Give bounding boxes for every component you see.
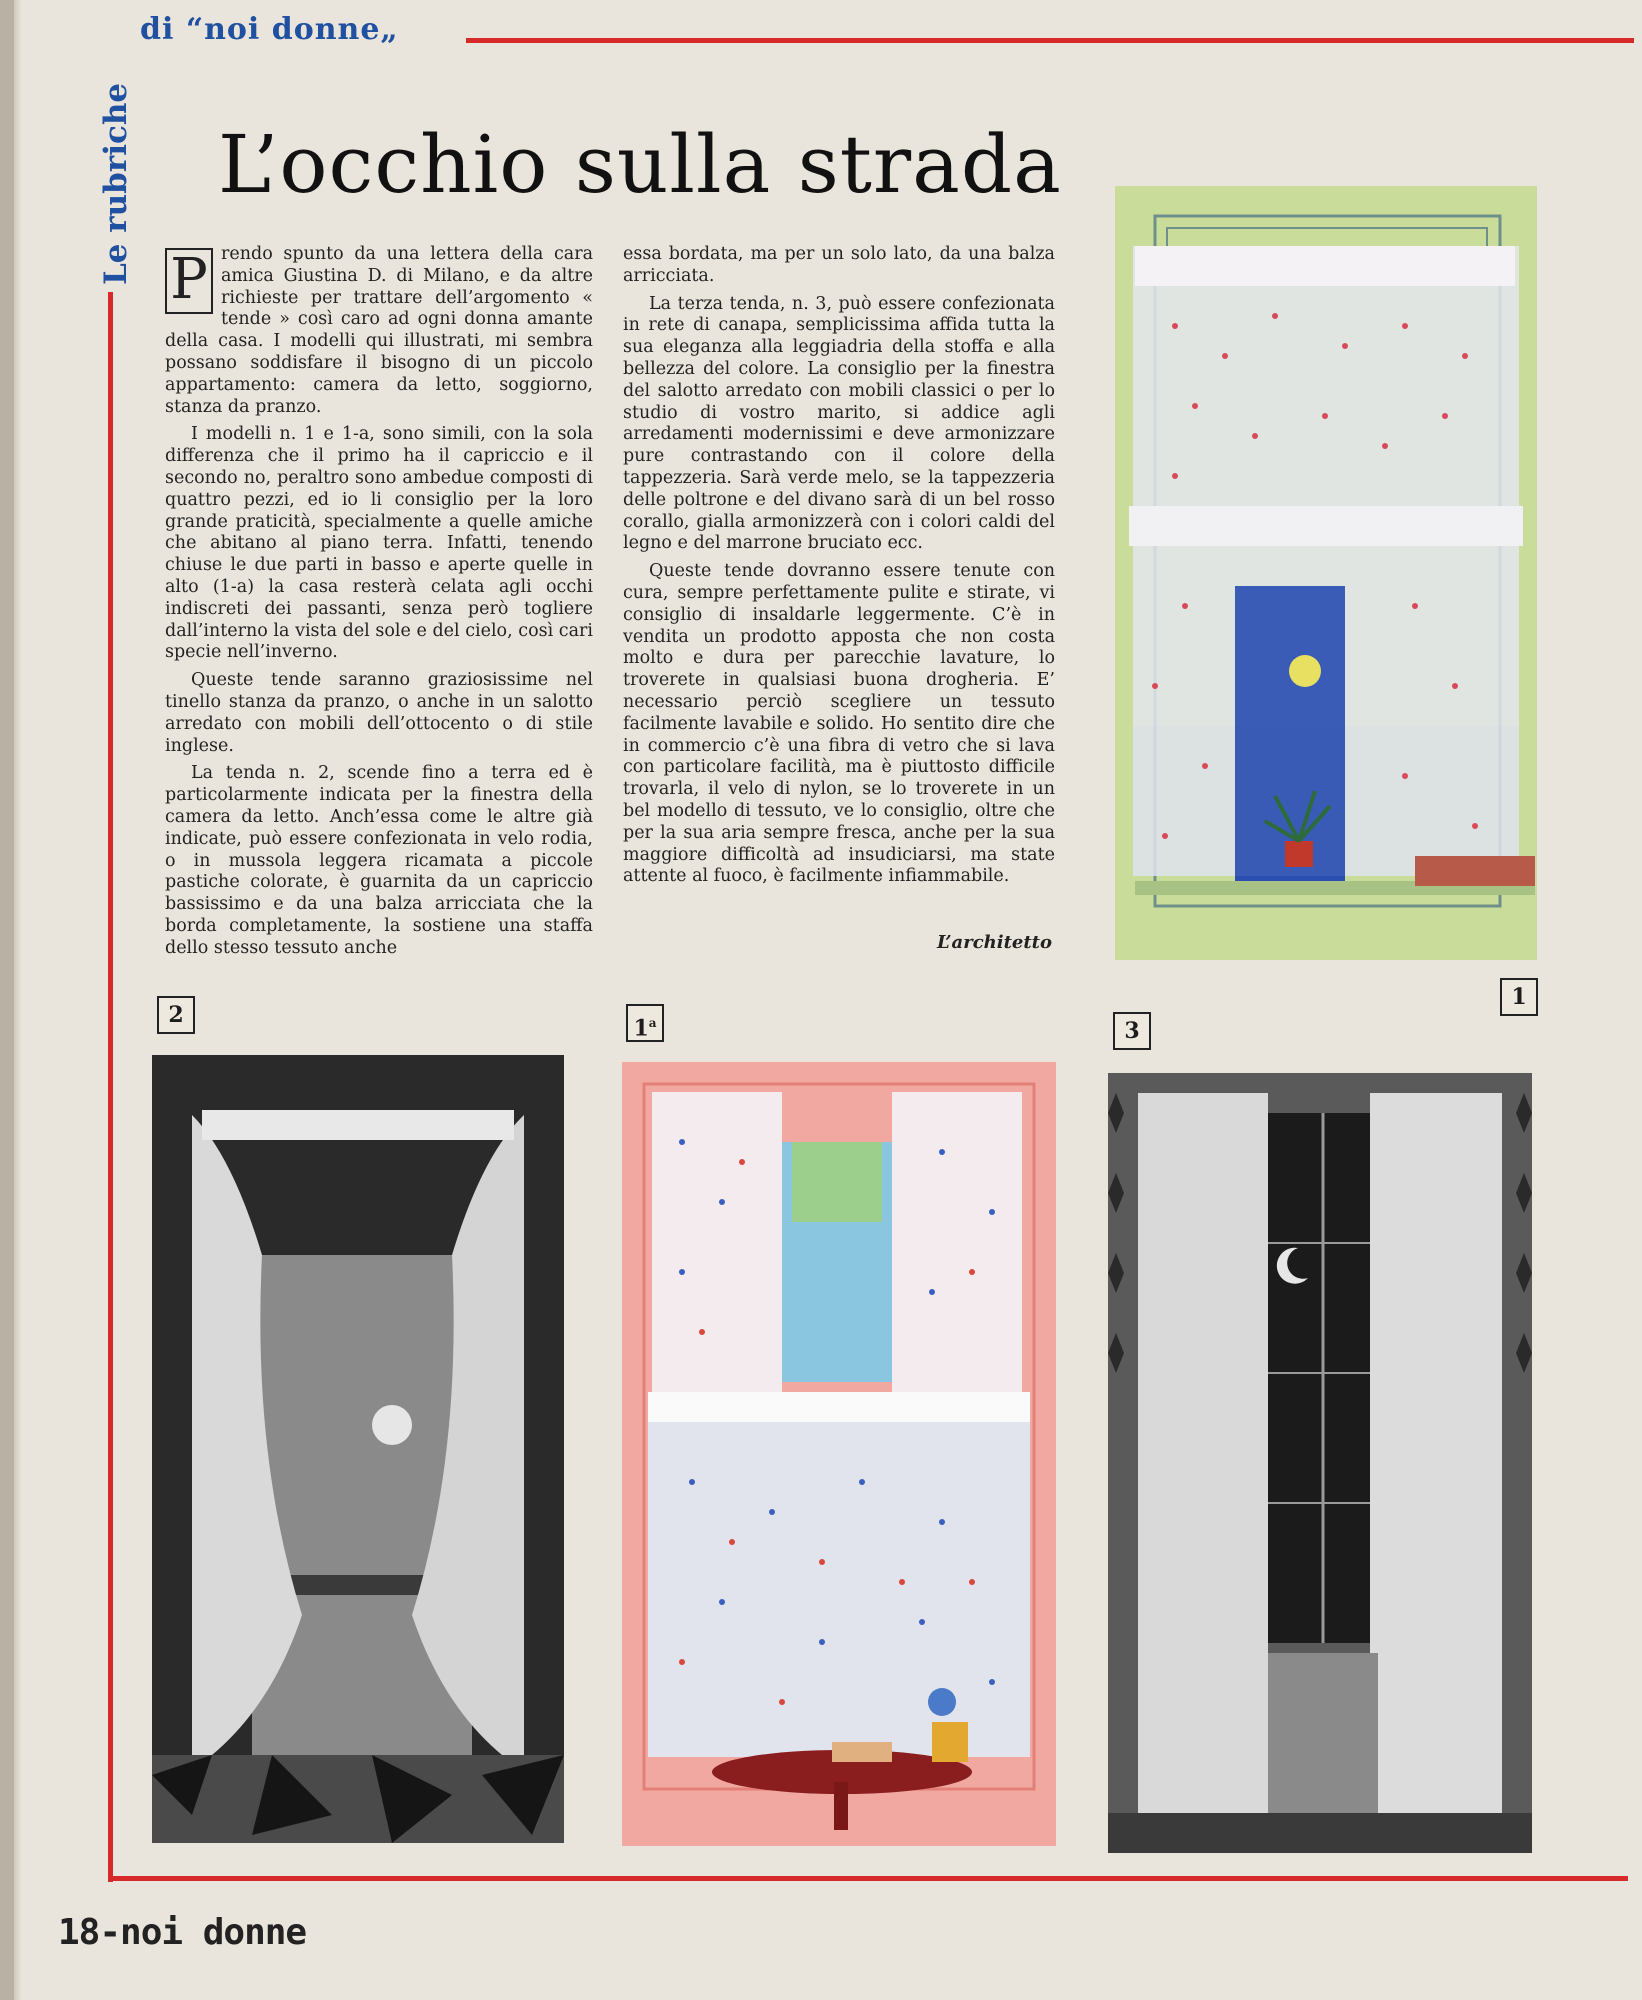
illustration-curtain-3: [1108, 1073, 1532, 1853]
red-rule-left: [108, 292, 113, 1882]
red-rule-top: [466, 38, 1634, 43]
paragraph: essa bordata, ma per un solo lato, da una balza arricciata.: [623, 244, 1055, 286]
paragraph: Queste tende saranno graziosissime nel tinello stanza da pranzo, o anche in un salotto arredato con mobili dell’ottocento o di stile inglese.: [165, 670, 593, 756]
paragraph: La tenda n. 2, scende fino a terra ed è particolarmente indicata per la finestra della camera da letto. Anch’essa come le altre già indicate, può essere confezionata in velo rodia, o in mussola leggera ricamata a piccole pastiche colorate, è guarnita da un capriccio bassissimo e da una balza arricciata che la borda completamente, la sostiene una staffa dello stesso tessuto anche: [165, 763, 593, 958]
illustration-curtain-2: [152, 1055, 564, 1843]
section-heading: di “noi donne„: [140, 12, 399, 47]
binding-spine: [0, 0, 14, 2000]
figure-label-2: 2: [157, 996, 195, 1034]
illustration-curtain-1a: [622, 1062, 1056, 1846]
paragraph: P rendo spunto da una lettera della cara amica Giustina D. di Milano, e da altre richieste per trattare dell’argomento « tende » così caro ad ogni donna amante della casa. I modelli qui illustrati, mi sembra possano soddisfare il bisogno di un piccolo appartamento: camera da letto, soggiorno, stanza da pranzo.: [165, 244, 593, 417]
author-signature: L’architetto: [936, 932, 1052, 953]
paragraph: La terza tenda, n. 3, può essere confezionata in rete di canapa, semplicissima affida tutta la sua eleganza alla leggiadria della stoffa e alla bellezza del colore. La consiglio per la finestra del salotto arredato con mobili classici o per lo studio di vostro marito, si addice agli arredamenti modernissimi e deve armonizzare pure contrastando con il colore della tappezzeria. Sarà verde melo, se la tappezzeria delle poltrone e del divano sarà di un bel rosso corallo, gialla armonizzerà con i colori caldi del legno e del marrone bruciato ecc.: [623, 293, 1055, 554]
paragraph: Queste tende dovranno essere tenute con cura, sempre perfettamente pulite e stirate, vi consiglio di insaldarle leggermente. C’è in vendita un prodotto apposta che non costa molto e dura per parecchie lavature, lo troverete in qualsiasi buona drogheria. E’ necessario perciò scegliere un tessuto facilmente lavabile e solido. Ho sentito dire che in commercio c’è una fibra di vetro che si lava con particolare facilità, ma è piuttosto difficile trovarla, il velo di nylon, se lo troverete in un bel modello di tessuto, ve lo consiglio, oltre che per la sua aria sempre fresca, anche per la sua maggiore difficoltà ad insudiciarsi, ma state attente al fuoco, è facilmente infiammabile.: [623, 561, 1055, 887]
figure-label-3: 3: [1113, 1012, 1151, 1050]
spine-shadow: [14, 0, 22, 2000]
paragraph: I modelli n. 1 e 1-a, sono simili, con la sola differenza che il primo ha il capriccio e il secondo no, peraltro sono ambedue composti di quattro pezzi, ed io li consiglio per la loro grande praticità, specialmente a quelle amiche che abitano al piano terra. Infatti, tenendo chiuse le due parti in basso e aperte quelle in alto (1-a) la casa resterà celata agli occhi indiscreti dei passanti, senza però togliere dall’interno la vista del sole e del cielo, così cari specie nell’inverno.: [165, 424, 593, 663]
figure-label-1a: 1$^a$: [626, 1004, 664, 1042]
red-rule-bottom: [108, 1876, 1628, 1881]
figure-label-1: 1: [1500, 978, 1538, 1016]
article-column-2: [623, 244, 1055, 894]
article-column-1: [165, 244, 593, 966]
rubriche-label: Le rubriche: [98, 82, 134, 285]
illustration-curtain-1: [1115, 186, 1537, 960]
article-title: L’occhio sulla strada: [218, 118, 1062, 211]
page-footer: 18-noi donne: [58, 1912, 307, 1953]
drop-cap: P: [165, 248, 213, 314]
